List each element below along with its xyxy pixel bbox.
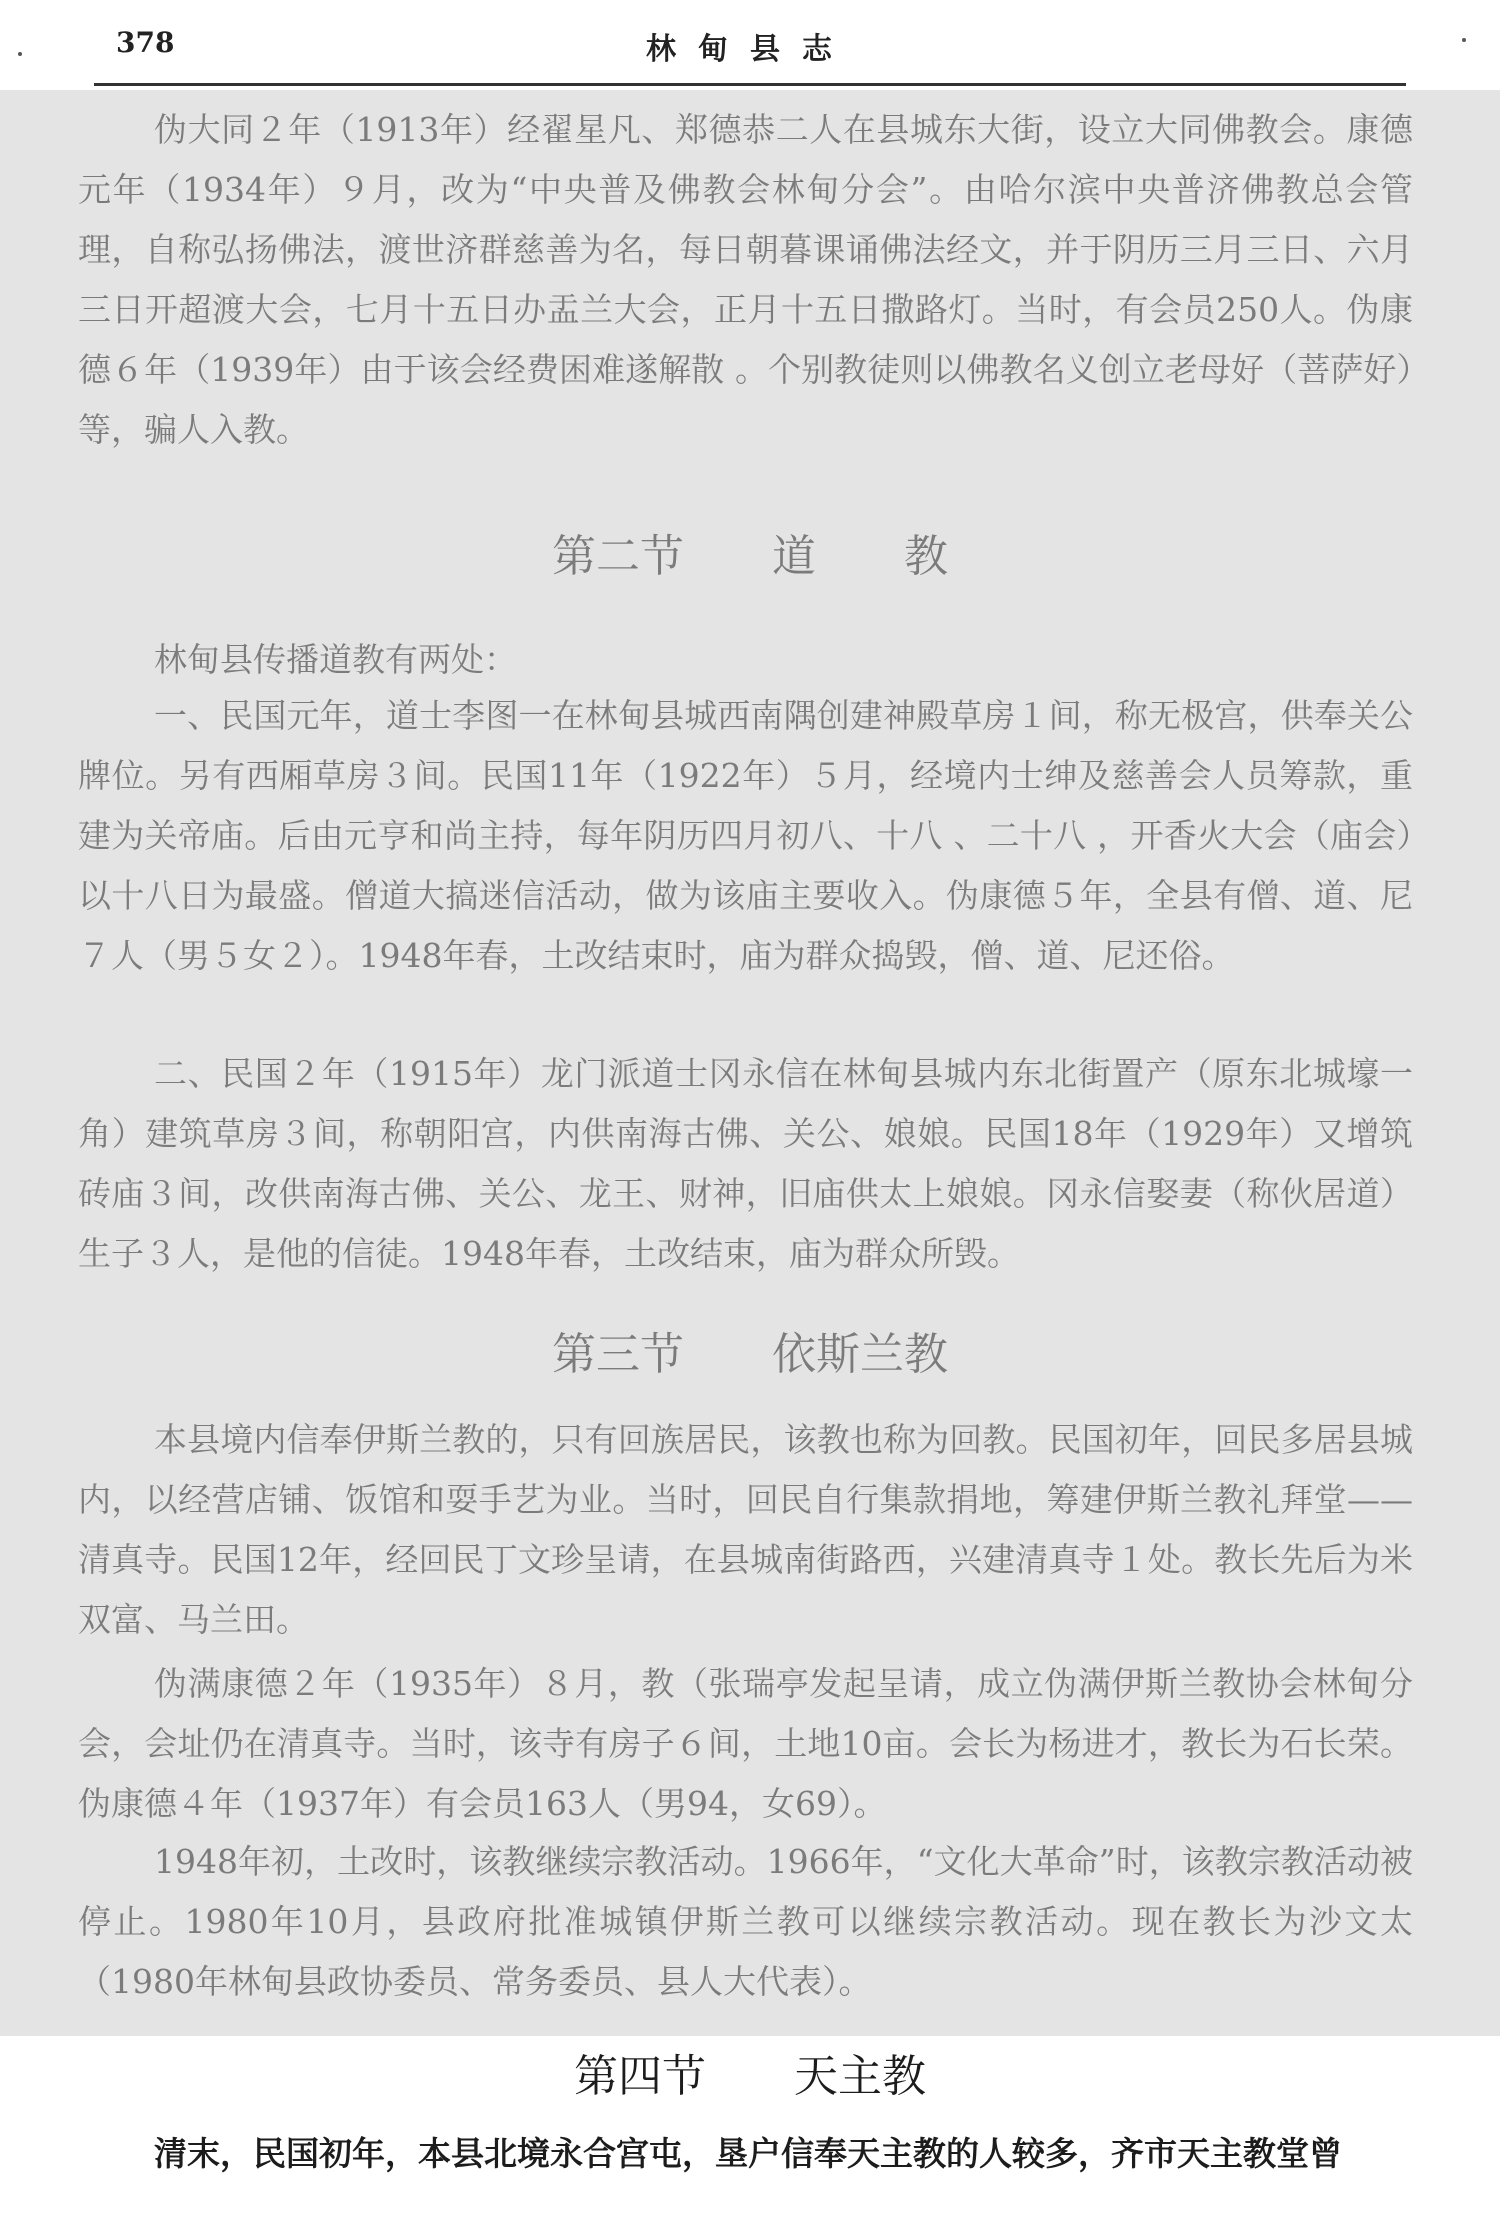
paragraph-islam-1: 本县境内信奉伊斯兰教的，只有回族居民，该教也称为回教。民国初年，回民多居县城内，以经营店铺、饭馆和耍手艺为业。当时，回民自行集款捐地，筹建伊斯兰教礼拜堂——清真寺。民国12年，经回民丁文珍呈请，在县城南街路西，兴建清真寺１处。教长先后为米双富、马兰田。 [78, 1420, 1413, 1639]
paragraph-islam-3: 1948年初，土改时，该教继续宗教活动。1966年，“文化大革命”时，该教宗教活动被停止。1980年10月，县政府批准城镇伊斯兰教可以继续宗教活动。现在教长为沙文太（1980年林甸县政协委员、常务委员、县人大代表）。 [78, 1842, 1413, 2001]
paragraph-taoism-intro: 林甸县传播道教有两处： [154, 640, 517, 679]
paragraph-catholicism: 清末，民国初年，本县北境永合宫屯，垦户信奉天主教的人较多，齐市天主教堂曾 [154, 2134, 1342, 2173]
section-title-catholicism: 第四节 天主教 [574, 2051, 926, 2102]
page-number: 378 [116, 26, 175, 59]
paragraph-islam-2: 伪满康德２年（1935年）８月，教（张瑞亭发起呈请，成立伪满伊斯兰教协会林甸分会，会址仍在清真寺。当时，该寺有房子６间，土地10亩。会长为杨进才，教长为石长荣。伪康德４年（1937年）有会员163人（男94，女69）。 [78, 1664, 1413, 1823]
paragraph-taoism-1: 一、民国元年，道士李图一在林甸县城西南隅创建神殿草房１间，称无极宫，供奉关公牌位。另有西厢草房３间。民国11年（1922年）５月，经境内士绅及慈善会人员筹款，重建为关帝庙。后由元亨和尚主持，每年阴历四月初八、十八 、二十八 ，开香火大会（庙会）以十八日为最盛。僧道大搞迷信活动，做为该庙主要收入。伪康德５年，全县有僧、道、尼７人（男５女２）。1948年春，土改结束时，庙为群众捣毁，僧、道、尼还俗。 [78, 696, 1413, 975]
section-title-taoism: 第二节 道 教 [552, 531, 948, 582]
scan-speck [18, 52, 22, 56]
header-rule [94, 83, 1406, 86]
page-header [0, 0, 1500, 90]
section-title-islam: 第三节 依斯兰教 [552, 1329, 948, 1380]
paragraph-buddhism: 伪大同２年（1913年）经翟星凡、郑德恭二人在县城东大街，设立大同佛教会。康德元年（1934年）９月，改为“中央普及佛教会林甸分会”。由哈尔滨中央普济佛教总会管理，自称弘扬佛法，渡世济群慈善为名，每日朝暮课诵佛法经文，并于阴历三月三日、六月三日开超渡大会，七月十五日办盂兰大会，正月十五日撒路灯。当时，有会员250人。伪康德６年（1939年）由于该会经费困难遂解散 。个别教徒则以佛教名义创立老母好（菩萨好）等，骗人入教。 [78, 110, 1413, 449]
paragraph-taoism-2: 二、民国２年（1915年）龙门派道士冈永信在林甸县城内东北街置产（原东北城壕一角）建筑草房３间，称朝阳宫，内供南海古佛、关公、娘娘。民国18年（1929年）又增筑砖庙３间，改供南海古佛、关公、龙王、财神，旧庙供太上娘娘。冈永信娶妻（称伙居道）生子３人，是他的信徒。1948年春，土改结束，庙为群众所毁。 [78, 1054, 1413, 1273]
scan-speck [1462, 38, 1466, 42]
book-title: 林甸县志 [646, 32, 854, 67]
